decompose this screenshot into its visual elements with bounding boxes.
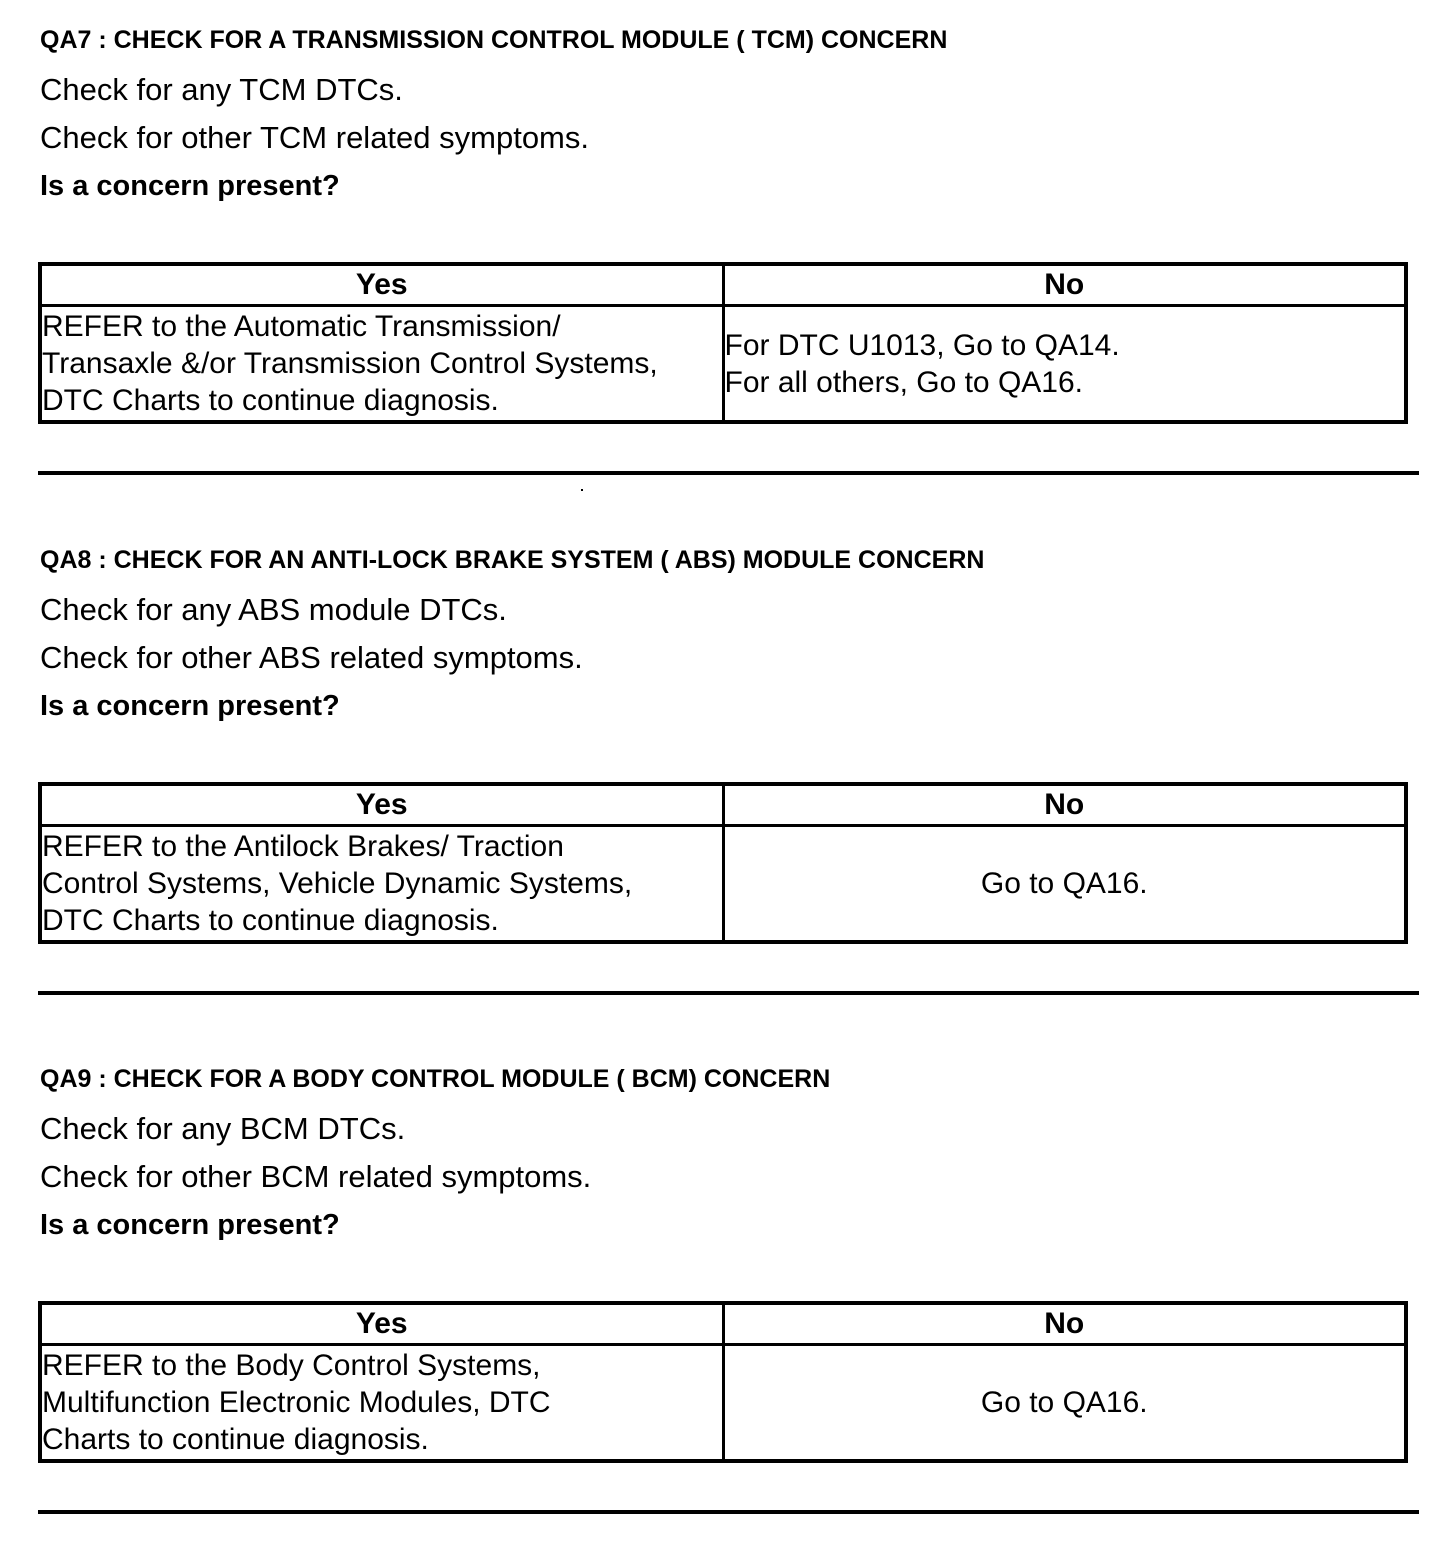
yes-action-line: Transaxle &/or Transmission Control Systems,: [42, 347, 658, 380]
check-line-symptoms: Check for other ABS related symptoms.: [40, 640, 583, 675]
yes-header: Yes: [40, 264, 723, 306]
decision-table: [38, 1301, 1408, 1463]
concern-question: Is a concern present?: [40, 170, 340, 202]
yes-action-line: DTC Charts to continue diagnosis.: [42, 384, 499, 417]
table-header-row: [40, 784, 1406, 826]
table-header-row: [40, 1303, 1406, 1345]
table-row: [40, 826, 1406, 943]
yes-action-line: Control Systems, Vehicle Dynamic Systems,: [42, 867, 633, 900]
table-row: [40, 306, 1406, 423]
check-line-symptoms: Check for other TCM related symptoms.: [40, 120, 589, 155]
concern-question: Is a concern present?: [40, 690, 340, 722]
no-action-cell: [723, 826, 1406, 943]
no-action-cell: [723, 1345, 1406, 1462]
no-action-line: Go to QA16.: [980, 1386, 1148, 1419]
no-action-line: Go to QA16.: [980, 867, 1148, 900]
no-action-cell: [723, 306, 1406, 423]
section-divider: [38, 1510, 1419, 1514]
table-row: [40, 1345, 1406, 1462]
concern-question: Is a concern present?: [40, 1209, 340, 1241]
no-header: No: [723, 264, 1406, 306]
decision-table: [38, 782, 1408, 944]
yes-header: Yes: [40, 1303, 723, 1345]
no-header: No: [723, 1303, 1406, 1345]
check-line-symptoms: Check for other BCM related symptoms.: [40, 1159, 592, 1194]
section-qa8: [0, 520, 1456, 1040]
section-qa7: [0, 0, 1456, 520]
section-qa9: [0, 1039, 1456, 1559]
table-header-row: [40, 264, 1406, 306]
check-line-dtcs: Check for any ABS module DTCs.: [40, 592, 507, 627]
yes-action-cell: [40, 826, 723, 943]
section-divider: [38, 471, 1419, 475]
check-line-dtcs: Check for any BCM DTCs.: [40, 1111, 406, 1146]
yes-action-line: Charts to continue diagnosis.: [42, 1423, 429, 1456]
yes-action-line: Multifunction Electronic Modules, DTC: [42, 1386, 551, 1419]
no-action-line: For DTC U1013, Go to QA14.: [724, 328, 1120, 362]
yes-action-line: REFER to the Antilock Brakes/ Traction: [42, 830, 564, 863]
decision-table: [38, 262, 1408, 424]
stray-mark: [581, 489, 583, 491]
yes-action-line: REFER to the Body Control Systems,: [42, 1349, 541, 1382]
no-action-line: For all others, Go to QA16.: [724, 365, 1083, 399]
yes-action-cell: [40, 306, 723, 423]
section-heading: QA8 : CHECK FOR AN ANTI-LOCK BRAKE SYSTEM ( ABS) MODULE CONCERN: [40, 546, 985, 574]
no-header: No: [723, 784, 1406, 826]
section-divider: [38, 991, 1419, 995]
yes-action-line: REFER to the Automatic Transmission/: [42, 310, 561, 343]
yes-action-cell: [40, 1345, 723, 1462]
section-heading: QA9 : CHECK FOR A BODY CONTROL MODULE ( BCM) CONCERN: [40, 1065, 831, 1093]
yes-header: Yes: [40, 784, 723, 826]
check-line-dtcs: Check for any TCM DTCs.: [40, 72, 403, 107]
yes-action-line: DTC Charts to continue diagnosis.: [42, 904, 499, 937]
section-heading: QA7 : CHECK FOR A TRANSMISSION CONTROL MODULE ( TCM) CONCERN: [40, 26, 948, 54]
